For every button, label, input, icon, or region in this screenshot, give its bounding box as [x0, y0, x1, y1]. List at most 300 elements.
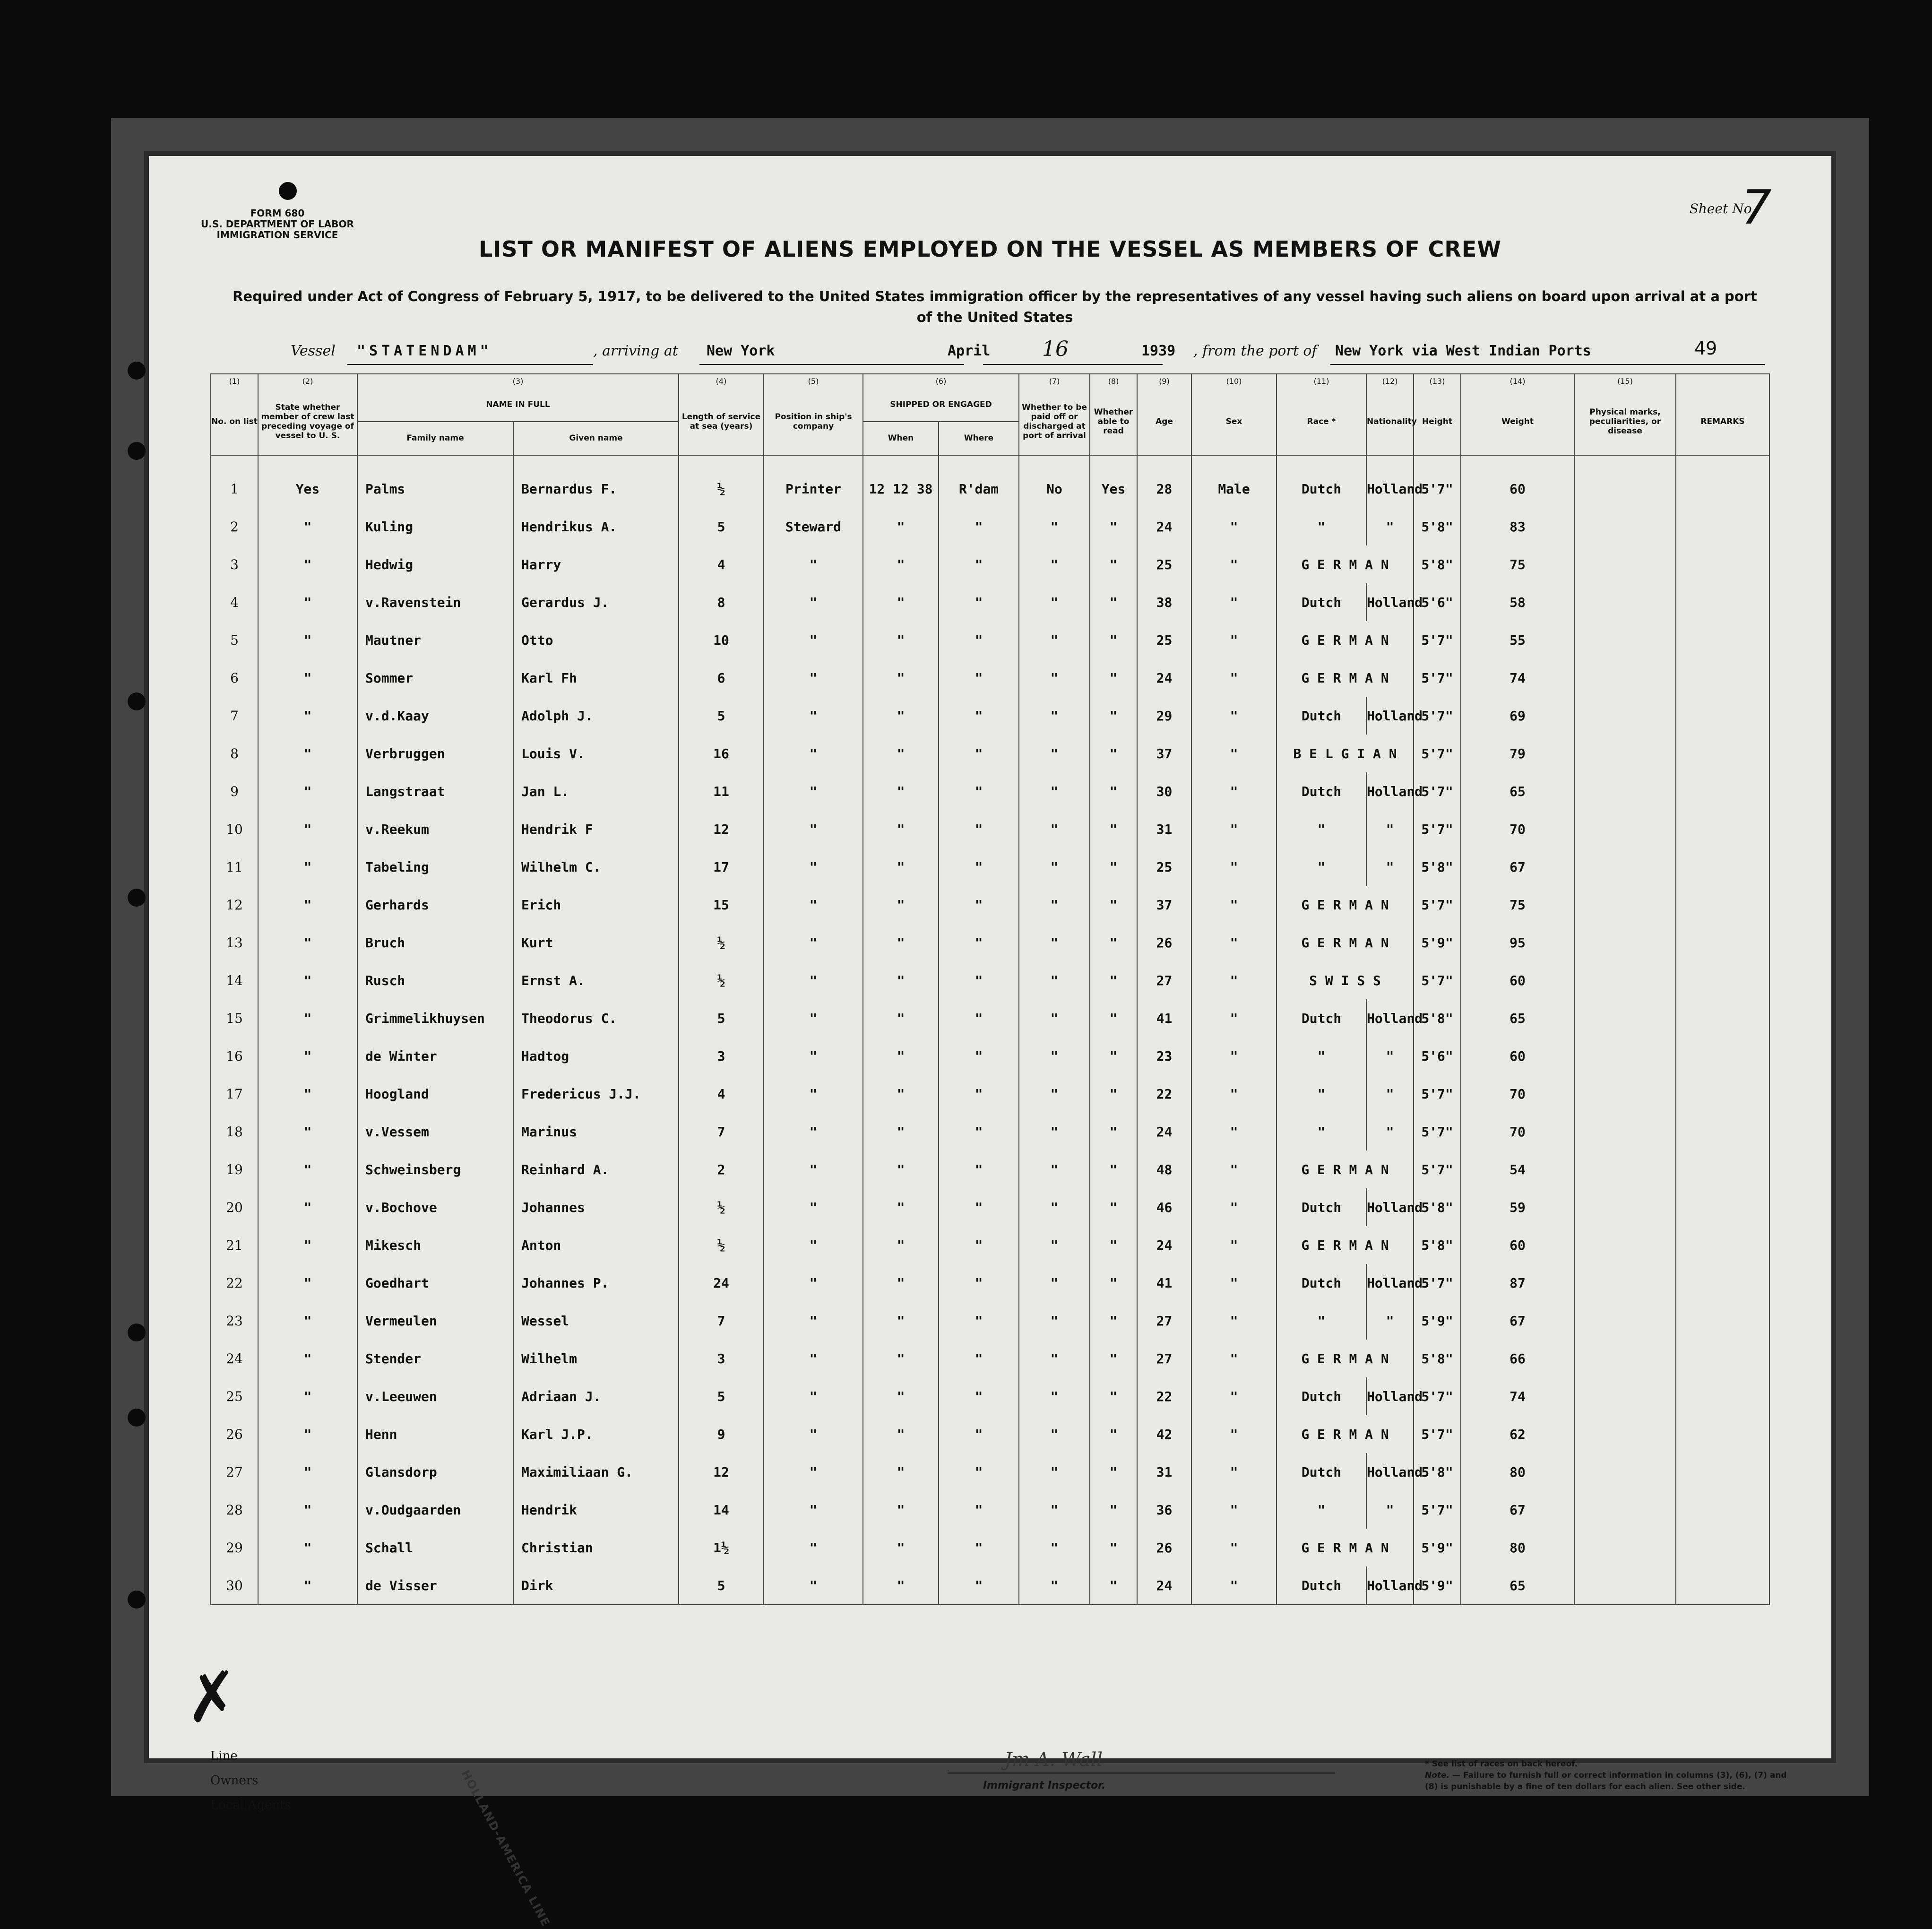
- family-name-cell: Schweinsberg: [357, 1150, 513, 1188]
- page-title: LIST OR MANIFEST OF ALIENS EMPLOYED ON THE VESSEL AS MEMBERS OF CREW: [478, 236, 1501, 262]
- prior-voyage-cell: ": [258, 848, 357, 886]
- race-cell: Dutch: [1276, 1188, 1366, 1226]
- shipped-when-cell: ": [863, 1415, 939, 1453]
- note-label: Note.: [1425, 1771, 1450, 1780]
- table-row: [211, 1377, 1769, 1415]
- service-years-cell: 14: [679, 1491, 764, 1529]
- physical-marks-cell: [1574, 1188, 1676, 1226]
- family-name-cell: Verbruggen: [357, 735, 513, 772]
- inspector-label: Immigrant Inspector.: [983, 1780, 1106, 1791]
- age-cell: 42: [1137, 1415, 1191, 1453]
- race-cell: B E L G I A N: [1276, 735, 1414, 772]
- nationality-cell: ": [1366, 1113, 1414, 1150]
- shipped-where-cell: ": [939, 1340, 1019, 1377]
- height-cell: 5'8": [1414, 545, 1461, 583]
- able-to-read-cell: ": [1090, 772, 1137, 810]
- able-to-read-cell: ": [1090, 1340, 1137, 1377]
- row-number: 27: [211, 1453, 258, 1491]
- height-cell: 5'7": [1414, 772, 1461, 810]
- table-row: [211, 1340, 1769, 1377]
- shipped-when-cell: ": [863, 924, 939, 961]
- shipped-when-cell: ": [863, 1150, 939, 1188]
- service-years-cell: ½: [679, 1188, 764, 1226]
- form-number: FORM 680: [250, 208, 305, 219]
- sex-cell: ": [1191, 1113, 1276, 1150]
- age-cell: 46: [1137, 1188, 1191, 1226]
- penalty-note: — Failure to furnish full or correct information in columns (3), (6), (7) and (8) is punishable by a fine of ten dollars for each alien. See other side.: [1425, 1771, 1787, 1791]
- race-cell: Dutch: [1276, 697, 1366, 735]
- row-number: 7: [211, 697, 258, 735]
- given-name-cell: Wilhelm: [513, 1340, 679, 1377]
- header-when: When: [863, 422, 939, 455]
- age-cell: 41: [1137, 999, 1191, 1037]
- position-cell: ": [764, 1302, 863, 1340]
- shipped-when-cell: ": [863, 1529, 939, 1566]
- position-cell: ": [764, 1529, 863, 1566]
- header-where: Where: [939, 422, 1019, 455]
- given-name-cell: Wilhelm C.: [513, 848, 679, 886]
- height-cell: 5'7": [1414, 697, 1461, 735]
- row-number: 5: [211, 621, 258, 659]
- paid-off-cell: ": [1019, 1529, 1090, 1566]
- family-name-cell: v.Oudgaarden: [357, 1491, 513, 1529]
- underline: [983, 364, 1163, 365]
- shipped-when-cell: ": [863, 1340, 939, 1377]
- shipped-where-cell: ": [939, 659, 1019, 697]
- nationality-cell: ": [1366, 508, 1414, 545]
- sex-cell: ": [1191, 545, 1276, 583]
- able-to-read-cell: ": [1090, 1377, 1137, 1415]
- able-to-read-cell: ": [1090, 583, 1137, 621]
- paid-off-cell: ": [1019, 1302, 1090, 1340]
- height-cell: 5'7": [1414, 1264, 1461, 1302]
- nationality-cell: ": [1366, 1491, 1414, 1529]
- paid-off-cell: ": [1019, 848, 1090, 886]
- paid-off-cell: ": [1019, 886, 1090, 924]
- table-row: [211, 1529, 1769, 1566]
- height-cell: 5'6": [1414, 1037, 1461, 1075]
- shipped-when-cell: ": [863, 1453, 939, 1491]
- age-cell: 27: [1137, 1340, 1191, 1377]
- race-cell: ": [1276, 1075, 1366, 1113]
- shipped-when-cell: ": [863, 1377, 939, 1415]
- given-name-cell: Hadtog: [513, 1037, 679, 1075]
- header-height: Height: [1414, 389, 1461, 455]
- physical-marks-cell: [1574, 1037, 1676, 1075]
- punch-hole: [128, 1323, 146, 1341]
- position-cell: ": [764, 1566, 863, 1605]
- shipped-where-cell: ": [939, 772, 1019, 810]
- sex-cell: ": [1191, 1415, 1276, 1453]
- shipped-where-cell: ": [939, 1377, 1019, 1415]
- race-cell: ": [1276, 1113, 1366, 1150]
- race-cell: Dutch: [1276, 1453, 1366, 1491]
- row-number: 22: [211, 1264, 258, 1302]
- table-row: [211, 1188, 1769, 1226]
- weight-cell: 65: [1461, 772, 1574, 810]
- header-paid-off: Whether to be paid off or discharged at port of arrival: [1019, 389, 1090, 455]
- shipped-when-cell: ": [863, 772, 939, 810]
- footer-fields: [210, 1749, 291, 1823]
- shipped-where-cell: ": [939, 697, 1019, 735]
- row-number: 16: [211, 1037, 258, 1075]
- given-name-cell: Otto: [513, 621, 679, 659]
- family-name-cell: Schall: [357, 1529, 513, 1566]
- nationality-cell: Holland: [1366, 999, 1414, 1037]
- race-cell: Dutch: [1276, 583, 1366, 621]
- arrival-month: April: [948, 343, 991, 359]
- height-cell: 5'7": [1414, 455, 1461, 508]
- weight-cell: 60: [1461, 1037, 1574, 1075]
- weight-cell: 75: [1461, 886, 1574, 924]
- shipped-when-cell: ": [863, 1226, 939, 1264]
- physical-marks-cell: [1574, 1377, 1676, 1415]
- position-cell: ": [764, 545, 863, 583]
- race-cell: G E R M A N: [1276, 545, 1414, 583]
- prior-voyage-cell: ": [258, 1302, 357, 1340]
- header-able-to-read: Whether able to read: [1090, 389, 1137, 455]
- height-cell: 5'7": [1414, 621, 1461, 659]
- age-cell: 24: [1137, 1566, 1191, 1605]
- position-cell: ": [764, 1377, 863, 1415]
- able-to-read-cell: ": [1090, 1302, 1137, 1340]
- physical-marks-cell: [1574, 1491, 1676, 1529]
- paid-off-cell: ": [1019, 999, 1090, 1037]
- race-cell: Dutch: [1276, 1264, 1366, 1302]
- row-number: 11: [211, 848, 258, 886]
- family-name-cell: Kuling: [357, 508, 513, 545]
- remarks-cell: [1676, 1113, 1769, 1150]
- sex-cell: ": [1191, 1302, 1276, 1340]
- given-name-cell: Reinhard A.: [513, 1150, 679, 1188]
- physical-marks-cell: [1574, 583, 1676, 621]
- service-name: IMMIGRATION SERVICE: [216, 229, 338, 241]
- remarks-cell: [1676, 455, 1769, 508]
- row-number: 4: [211, 583, 258, 621]
- sex-cell: ": [1191, 999, 1276, 1037]
- nationality-cell: ": [1366, 1037, 1414, 1075]
- table-row: [211, 1264, 1769, 1302]
- paid-off-cell: No: [1019, 455, 1090, 508]
- able-to-read-cell: ": [1090, 659, 1137, 697]
- age-cell: 27: [1137, 1302, 1191, 1340]
- family-name-cell: v.Reekum: [357, 810, 513, 848]
- service-years-cell: 7: [679, 1113, 764, 1150]
- service-years-cell: 5: [679, 1377, 764, 1415]
- arrival-day: 16: [1042, 337, 1069, 361]
- shipped-when-cell: ": [863, 1566, 939, 1605]
- position-cell: ": [764, 621, 863, 659]
- able-to-read-cell: ": [1090, 621, 1137, 659]
- from-port: New York via West Indian Ports: [1335, 343, 1591, 359]
- given-name-cell: Hendrik: [513, 1491, 679, 1529]
- height-cell: 5'7": [1414, 886, 1461, 924]
- service-years-cell: 2: [679, 1150, 764, 1188]
- physical-marks-cell: [1574, 1226, 1676, 1264]
- manifest-sheet: [149, 156, 1831, 1929]
- sex-cell: ": [1191, 1264, 1276, 1302]
- race-cell: ": [1276, 1491, 1366, 1529]
- family-name-cell: Gerhards: [357, 886, 513, 924]
- prior-voyage-cell: ": [258, 621, 357, 659]
- family-name-cell: v.Leeuwen: [357, 1377, 513, 1415]
- age-cell: 24: [1137, 659, 1191, 697]
- row-number: 6: [211, 659, 258, 697]
- race-cell: ": [1276, 848, 1366, 886]
- position-cell: Steward: [764, 508, 863, 545]
- prior-voyage-cell: ": [258, 1037, 357, 1075]
- weight-cell: 67: [1461, 848, 1574, 886]
- shipped-when-cell: ": [863, 621, 939, 659]
- table-row: [211, 1075, 1769, 1113]
- age-cell: 24: [1137, 1226, 1191, 1264]
- given-name-cell: Karl J.P.: [513, 1415, 679, 1453]
- sex-cell: ": [1191, 886, 1276, 924]
- position-cell: ": [764, 659, 863, 697]
- underline: [347, 364, 593, 365]
- header-name-in-full: NAME IN FULL: [357, 389, 679, 422]
- paid-off-cell: ": [1019, 1264, 1090, 1302]
- paid-off-cell: ": [1019, 1226, 1090, 1264]
- row-number: 25: [211, 1377, 258, 1415]
- service-years-cell: 3: [679, 1340, 764, 1377]
- age-cell: 26: [1137, 924, 1191, 961]
- prior-voyage-cell: ": [258, 659, 357, 697]
- header-weight: Weight: [1461, 389, 1574, 455]
- remarks-cell: [1676, 1453, 1769, 1491]
- prior-voyage-cell: ": [258, 961, 357, 999]
- age-cell: 26: [1137, 1529, 1191, 1566]
- paid-off-cell: ": [1019, 1453, 1090, 1491]
- shipped-where-cell: ": [939, 1453, 1019, 1491]
- sex-cell: ": [1191, 1075, 1276, 1113]
- race-cell: ": [1276, 1037, 1366, 1075]
- able-to-read-cell: ": [1090, 1037, 1137, 1075]
- shipped-where-cell: ": [939, 1226, 1019, 1264]
- table-row: [211, 621, 1769, 659]
- shipped-when-cell: ": [863, 1037, 939, 1075]
- able-to-read-cell: ": [1090, 1113, 1137, 1150]
- remarks-cell: [1676, 1075, 1769, 1113]
- height-cell: 5'7": [1414, 735, 1461, 772]
- header-no-on-list: No. on list: [211, 389, 258, 455]
- table-row: [211, 697, 1769, 735]
- column-number-row: [211, 374, 1769, 389]
- weight-cell: 80: [1461, 1453, 1574, 1491]
- paid-off-cell: ": [1019, 659, 1090, 697]
- line-label: Line: [210, 1749, 238, 1763]
- sex-cell: ": [1191, 961, 1276, 999]
- shipped-where-cell: ": [939, 735, 1019, 772]
- shipped-when-cell: ": [863, 659, 939, 697]
- able-to-read-cell: ": [1090, 1491, 1137, 1529]
- shipped-where-cell: ": [939, 1113, 1019, 1150]
- able-to-read-cell: ": [1090, 545, 1137, 583]
- age-cell: 48: [1137, 1150, 1191, 1188]
- service-years-cell: 5: [679, 697, 764, 735]
- shipped-where-cell: ": [939, 1415, 1019, 1453]
- weight-cell: 87: [1461, 1264, 1574, 1302]
- height-cell: 5'7": [1414, 1150, 1461, 1188]
- weight-cell: 60: [1461, 455, 1574, 508]
- physical-marks-cell: [1574, 1340, 1676, 1377]
- sex-cell: ": [1191, 1491, 1276, 1529]
- race-cell: G E R M A N: [1276, 886, 1414, 924]
- weight-cell: 74: [1461, 659, 1574, 697]
- family-name-cell: Mautner: [357, 621, 513, 659]
- service-years-cell: 7: [679, 1302, 764, 1340]
- inspector-signature: Jm A. Wall: [1004, 1749, 1103, 1771]
- given-name-cell: Hendrik F: [513, 810, 679, 848]
- given-name-cell: Jan L.: [513, 772, 679, 810]
- prior-voyage-cell: ": [258, 545, 357, 583]
- sex-cell: ": [1191, 1340, 1276, 1377]
- shipped-when-cell: ": [863, 583, 939, 621]
- prior-voyage-cell: ": [258, 1377, 357, 1415]
- shipped-when-cell: ": [863, 508, 939, 545]
- sex-cell: ": [1191, 772, 1276, 810]
- table-row: [211, 1491, 1769, 1529]
- shipped-where-cell: ": [939, 1264, 1019, 1302]
- physical-marks-cell: [1574, 1566, 1676, 1605]
- age-cell: 22: [1137, 1377, 1191, 1415]
- paid-off-cell: ": [1019, 697, 1090, 735]
- column-number: (3): [357, 374, 679, 389]
- column-number: (1): [211, 374, 258, 389]
- header-shipped-or-engaged: SHIPPED OR ENGAGED: [863, 389, 1019, 422]
- age-cell: 22: [1137, 1075, 1191, 1113]
- remarks-cell: [1676, 1188, 1769, 1226]
- table-row: [211, 1302, 1769, 1340]
- underline: [699, 364, 964, 365]
- sex-cell: Male: [1191, 455, 1276, 508]
- age-cell: 27: [1137, 961, 1191, 999]
- table-row: [211, 508, 1769, 545]
- prior-voyage-cell: ": [258, 924, 357, 961]
- position-cell: ": [764, 735, 863, 772]
- header-prior-voyage: State whether member of crew last preceding voyage of vessel to U. S.: [258, 389, 357, 455]
- prior-voyage-cell: Yes: [258, 455, 357, 508]
- race-cell: G E R M A N: [1276, 1150, 1414, 1188]
- able-to-read-cell: ": [1090, 1415, 1137, 1453]
- remarks-cell: [1676, 659, 1769, 697]
- remarks-cell: [1676, 697, 1769, 735]
- physical-marks-cell: [1574, 1075, 1676, 1113]
- service-years-cell: 3: [679, 1037, 764, 1075]
- header-remarks: REMARKS: [1676, 389, 1769, 455]
- physical-marks-cell: [1574, 1264, 1676, 1302]
- paid-off-cell: ": [1019, 1377, 1090, 1415]
- sheet-number-label: Sheet No.: [1689, 201, 1756, 216]
- race-cell: Dutch: [1276, 455, 1366, 508]
- paid-off-cell: ": [1019, 508, 1090, 545]
- table-row: [211, 772, 1769, 810]
- prior-voyage-cell: ": [258, 1264, 357, 1302]
- nationality-cell: Holland: [1366, 1264, 1414, 1302]
- given-name-cell: Louis V.: [513, 735, 679, 772]
- weight-cell: 62: [1461, 1415, 1574, 1453]
- prior-voyage-cell: ": [258, 1340, 357, 1377]
- remarks-cell: [1676, 848, 1769, 886]
- prior-voyage-cell: ": [258, 1150, 357, 1188]
- given-name-cell: Bernardus F.: [513, 455, 679, 508]
- remarks-cell: [1676, 583, 1769, 621]
- shipped-when-cell: ": [863, 1075, 939, 1113]
- shipped-where-cell: ": [939, 508, 1019, 545]
- race-cell: Dutch: [1276, 1377, 1366, 1415]
- nationality-cell: ": [1366, 1075, 1414, 1113]
- shipped-where-cell: ": [939, 961, 1019, 999]
- given-name-cell: Fredericus J.J.: [513, 1075, 679, 1113]
- age-cell: 24: [1137, 1113, 1191, 1150]
- given-name-cell: Ernst A.: [513, 961, 679, 999]
- race-cell: G E R M A N: [1276, 659, 1414, 697]
- table-row: [211, 1113, 1769, 1150]
- age-cell: 28: [1137, 455, 1191, 508]
- prior-voyage-cell: ": [258, 1529, 357, 1566]
- table-row: [211, 810, 1769, 848]
- given-name-cell: Adriaan J.: [513, 1377, 679, 1415]
- shipped-where-cell: ": [939, 1302, 1019, 1340]
- race-cell: G E R M A N: [1276, 1226, 1414, 1264]
- column-number: (14): [1461, 374, 1574, 389]
- row-number: 29: [211, 1529, 258, 1566]
- table-row: [211, 848, 1769, 886]
- family-name-cell: Glansdorp: [357, 1453, 513, 1491]
- able-to-read-cell: Yes: [1090, 455, 1137, 508]
- position-cell: ": [764, 1491, 863, 1529]
- position-cell: ": [764, 1453, 863, 1491]
- physical-marks-cell: [1574, 886, 1676, 924]
- punch-hole: [128, 692, 146, 710]
- nationality-cell: ": [1366, 848, 1414, 886]
- position-cell: ": [764, 583, 863, 621]
- remarks-cell: [1676, 1037, 1769, 1075]
- underline: [1330, 364, 1765, 365]
- shipped-where-cell: ": [939, 999, 1019, 1037]
- shipped-when-cell: 12 12 38: [863, 455, 939, 508]
- service-years-cell: 10: [679, 621, 764, 659]
- physical-marks-cell: [1574, 810, 1676, 848]
- sex-cell: ": [1191, 810, 1276, 848]
- remarks-cell: [1676, 1529, 1769, 1566]
- service-years-cell: ½: [679, 1226, 764, 1264]
- given-name-cell: Hendrikus A.: [513, 508, 679, 545]
- sex-cell: ": [1191, 583, 1276, 621]
- family-name-cell: Goedhart: [357, 1264, 513, 1302]
- row-number: 13: [211, 924, 258, 961]
- able-to-read-cell: ": [1090, 508, 1137, 545]
- position-cell: ": [764, 1415, 863, 1453]
- shipped-when-cell: ": [863, 848, 939, 886]
- shipped-where-cell: ": [939, 1566, 1019, 1605]
- height-cell: 5'7": [1414, 961, 1461, 999]
- column-number: (6): [863, 374, 1019, 389]
- given-name-cell: Gerardus J.: [513, 583, 679, 621]
- paid-off-cell: ": [1019, 924, 1090, 961]
- prior-voyage-cell: ": [258, 1415, 357, 1453]
- position-cell: ": [764, 772, 863, 810]
- shipped-where-cell: ": [939, 1037, 1019, 1075]
- nationality-cell: Holland: [1366, 1188, 1414, 1226]
- family-name-cell: v.d.Kaay: [357, 697, 513, 735]
- remarks-cell: [1676, 735, 1769, 772]
- column-number: (2): [258, 374, 357, 389]
- family-name-cell: Henn: [357, 1415, 513, 1453]
- shipped-where-cell: ": [939, 545, 1019, 583]
- sex-cell: ": [1191, 1566, 1276, 1605]
- paid-off-cell: ": [1019, 1566, 1090, 1605]
